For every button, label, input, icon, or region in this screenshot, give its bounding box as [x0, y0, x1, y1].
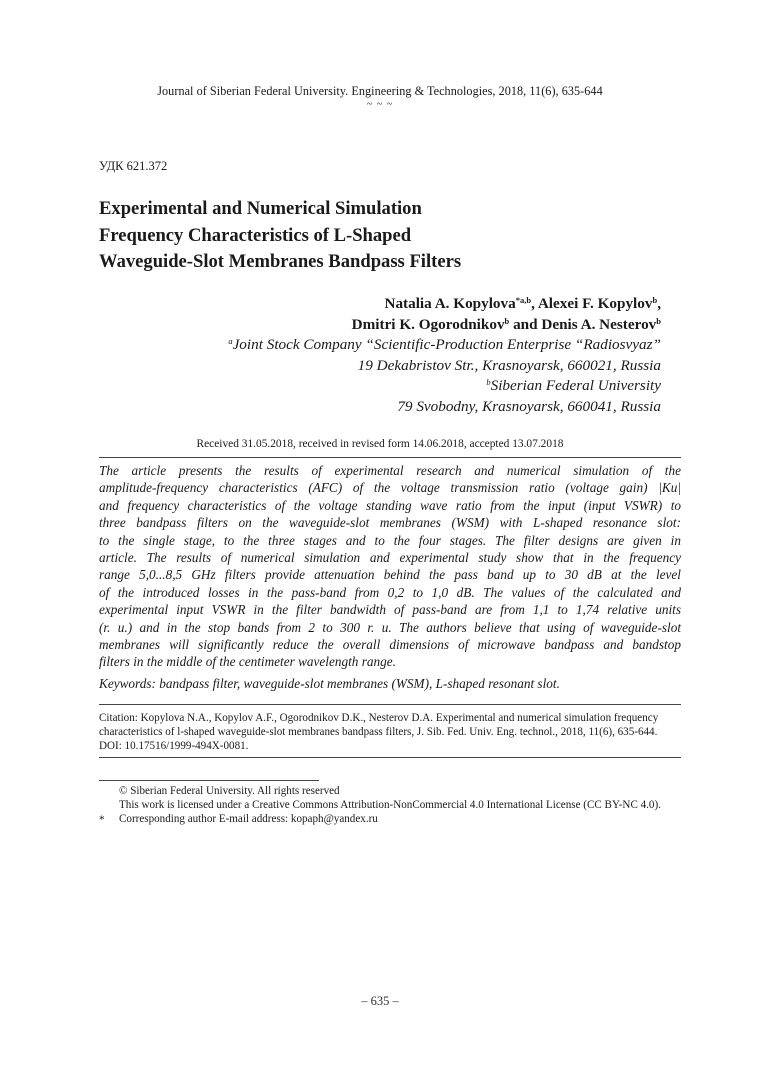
article-title — [99, 196, 659, 276]
abstract-line: three bandpass filters on the waveguide-slot membranes (WSM) with L-shaped resonance slot: — [99, 515, 681, 531]
affiliation-address: 79 Svobodny, Krasnoyarsk, 660041, Russia — [397, 397, 661, 415]
author-affiliation-mark: b — [504, 315, 510, 326]
author-affiliation-mark: b — [656, 315, 661, 326]
udk-code: УДК 621.372 — [99, 159, 168, 173]
running-head: Journal of Siberian Federal University. Engineering & Technologies, 2018, 11(6), 635-644 — [157, 84, 603, 98]
affiliation-name: $^a$Joint Stock Company “Scientific-Production Enterprise “Radiosvyaz” — [228, 336, 661, 353]
author-name: Dmitri K. Ogorodnikov — [351, 315, 505, 333]
footnote-rule — [99, 780, 319, 781]
author-affiliation-mark: *a,b — [515, 295, 532, 305]
abstract-line: and frequency characteristics of the voltage standing wave ratio from the input (input VSWR) to — [99, 497, 681, 513]
title-line: Frequency Characteristics of L-Shaped — [99, 224, 412, 246]
received-dates: Received 31.05.2018, received in revised form 14.06.2018, accepted 13.07.2018 — [196, 438, 564, 450]
citation-bottom-rule — [99, 757, 681, 758]
affiliation-name: $^b$Siberian Federal University — [486, 377, 661, 395]
author-list — [352, 294, 661, 335]
abstract-line: article. The results of numerical simulation and experimental study show that in the frequency — [99, 550, 681, 566]
footnote-copyright: © Siberian Federal University. All rights reserved — [119, 785, 340, 797]
footnote-license: This work is licensed under a Creative Commons Attribution-NonCommercial 4.0 International License (CC BY-NC 4.0). — [119, 799, 661, 811]
asterisk-mark: * — [99, 814, 105, 826]
author-line: Dmitri K. Ogorodnikov$^b$ and Denis A. Nesterov$^b$ — [351, 315, 661, 333]
abstract-line: (r. u.) and in the stop bands from 2 to 300 r. u. The authors believe that using of waveguide-slot — [99, 619, 681, 635]
author-name: Natalia A. Kopylova — [384, 295, 516, 312]
citation-line: characteristics of l-shaped waveguide-slot membranes bandpass filters, J. Sib. Fed. Univ. Eng. technol., 2018, 11(6), 635-644. — [99, 726, 658, 739]
footnotes — [99, 784, 699, 826]
author-name: Denis A. Nesterov — [541, 315, 657, 333]
abstract-line: membranes will significantly reduce the overall dimensions of microwave bandpass and bandstop — [99, 637, 681, 653]
title-line: Waveguide-Slot Membranes Bandpass Filters — [99, 251, 462, 272]
citation-top-rule — [99, 704, 681, 705]
citation-block — [99, 711, 681, 754]
abstract-line: range 5,0...8,5 GHz filters provide attenuation behind the pass band up to 30 dB at the level — [99, 567, 681, 583]
abstract-line: The article presents the results of experimental research and numerical simulation of the — [99, 463, 681, 478]
abstract-line: filters in the middle of the centimeter wavelength range. — [99, 654, 396, 670]
affiliation-list — [228, 335, 661, 417]
title-line: Experimental and Numerical Simulation — [99, 198, 422, 219]
abstract-line: experimental input VSWR in the filter bandwidth of pass-band are from 1,1 to 1,74 relative units — [99, 602, 681, 618]
abstract-line: of the introduced losses in the pass-band from 0,2 to 1,0 dB. The values of the calculated and — [99, 584, 681, 600]
footnote-corresponding-author: * Corresponding author E-mail address: kopaph@yandex.ru — [99, 813, 378, 826]
abstract — [99, 462, 681, 671]
page-number: – 635 – — [361, 994, 399, 1008]
citation-line: DOI: 10.17516/1999-494X-0081. — [99, 740, 249, 753]
keywords: Keywords: bandpass filter, waveguide-slot membranes (WSM), L-shaped resonant slot. — [99, 676, 560, 691]
abstract-line: amplitude-frequency characteristics (AFC) of the voltage transmission ratio (voltage gain) |Ku| — [99, 480, 681, 496]
citation-line: Citation: Kopylova N.A., Kopylov A.F., Ogorodnikov D.K., Nesterov D.A. Experimental and numerical simulation frequency — [99, 712, 659, 724]
author-affiliation-mark: b — [652, 295, 658, 305]
abstract-line: to the single stage, to the three stages and to the four stages. The filter designs are given in — [99, 532, 681, 548]
abstract-top-rule — [99, 457, 681, 458]
header-ornament: ~ ~ ~ — [366, 99, 394, 110]
author-name: Alexei F. Kopylov — [537, 295, 653, 312]
affiliation-address: 19 Dekabristov Str., Krasnoyarsk, 660021, Russia — [357, 356, 661, 374]
author-line: Natalia A. Kopylova$^{*a,b}$, Alexei F. Kopylov$^b$, — [384, 295, 661, 312]
